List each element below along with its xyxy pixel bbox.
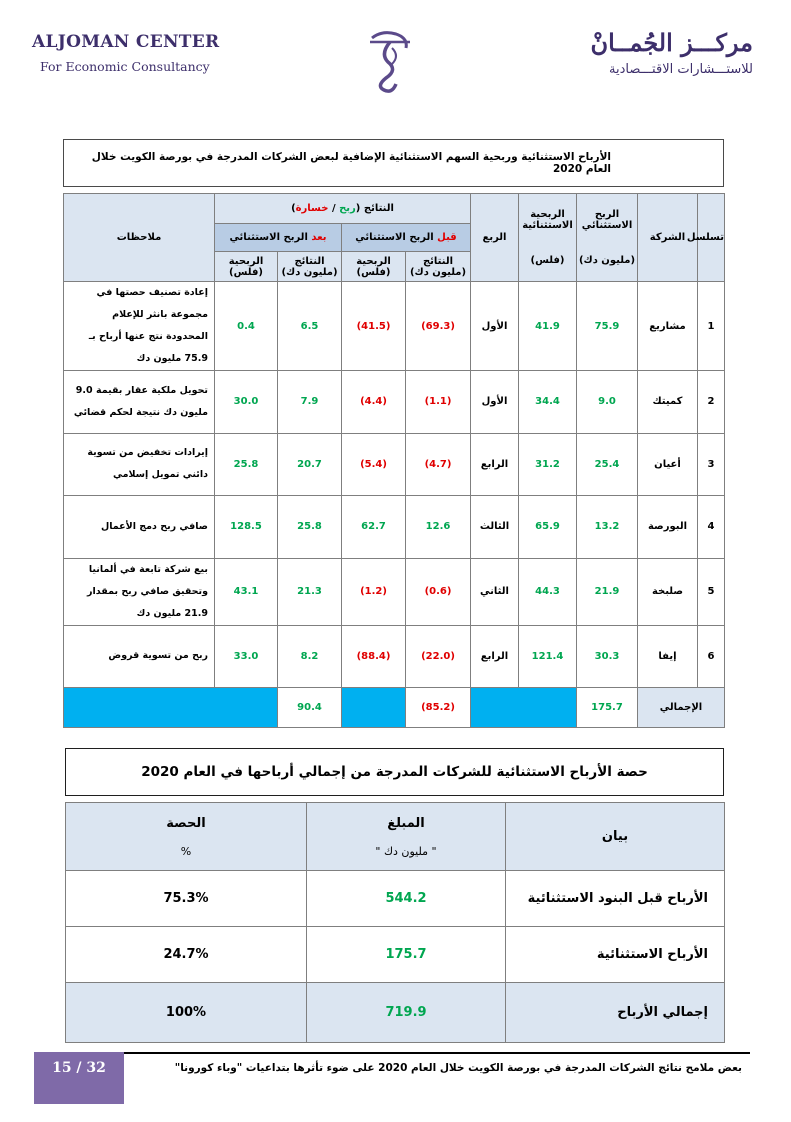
col-before-eps: الربحية (فلس) — [342, 252, 406, 282]
before-prefix: قبل — [437, 232, 457, 243]
table1-title: الأرباح الاستثنائية وربحية السهم الاستثنائية الإضافية لبعض الشركات المدرجة في بورصة الكويت خلال العام 2020 — [91, 151, 611, 175]
cell-after-eps: 33.0 — [215, 625, 278, 688]
cell-note: تحويل ملكية عقار بقيمة 9.0 مليون دك نتيجة لحكم قضائي — [64, 371, 215, 434]
profit-share-table — [65, 802, 725, 1043]
cell-note: صافي ربح دمج الأعمال — [64, 496, 215, 559]
cell-before-eps: (4.4) — [342, 371, 406, 434]
col-share — [66, 803, 307, 871]
company-name-ar: مركـــز الجُمــانْ — [590, 28, 753, 57]
cell-after-results: 7.9 — [278, 371, 342, 434]
col-amount-label: المبلغ — [387, 815, 425, 831]
footer-divider — [34, 1052, 750, 1054]
cell-eps: 65.9 — [519, 496, 577, 559]
cell-eps: 34.4 — [519, 371, 577, 434]
table2-title-box — [65, 748, 724, 796]
col-share-unit: % — [180, 844, 192, 858]
cell-after-results: 21.3 — [278, 558, 342, 625]
cell-after-eps: 43.1 — [215, 558, 278, 625]
table-row — [64, 282, 725, 371]
col-eps — [519, 194, 577, 282]
table2-title: حصة الأرباح الاستثنائية للشركات المدرجة من إجمالي أرباحها في العام 2020 — [141, 764, 648, 780]
cell-amount: 544.2 — [307, 871, 506, 927]
cell-amount: 175.7 — [307, 927, 506, 983]
cell-no: 3 — [698, 433, 725, 496]
total-before-results: (85.2) — [406, 688, 471, 728]
cell-profit: 25.4 — [577, 433, 638, 496]
cell-after-eps: 128.5 — [215, 496, 278, 559]
cell-profit: 30.3 — [577, 625, 638, 688]
col-after-group — [215, 224, 342, 252]
cell-eps: 31.2 — [519, 433, 577, 496]
cell-item: الأرباح الاستثنائية — [506, 927, 725, 983]
cell-note: إيرادات تخفيض من تسوية دائني تمويل إسلامي — [64, 433, 215, 496]
cell-quarter: الأول — [471, 282, 519, 371]
cell-company: مشاريع — [638, 282, 698, 371]
header-english — [32, 32, 232, 74]
company-subtitle-en: For Economic Consultancy — [40, 59, 210, 74]
company-subtitle-ar: للاستـــشارات الاقتـــصادية — [609, 62, 753, 77]
cell-note: إعادة تصنيف حصتها في مجموعة بانثر للإعلام المحدودة نتج عنها أرباح بـ 75.9 مليون دك — [64, 282, 215, 371]
col-profit — [577, 194, 638, 282]
after-rest: الربح الاستثنائي — [229, 232, 308, 243]
cell-quarter: الرابع — [471, 625, 519, 688]
col-share-label: الحصة — [166, 815, 206, 831]
col-profit-unit: (مليون دك) — [578, 255, 636, 266]
results-sep: / — [331, 203, 336, 214]
before-rest: الربح الاستثنائي — [355, 232, 434, 243]
col-after-results: النتائج (مليون دك) — [278, 252, 342, 282]
col-item: بيان — [506, 803, 725, 871]
cell-after-results: 25.8 — [278, 496, 342, 559]
col-eps-unit: (فلس) — [530, 255, 565, 266]
cell-profit: 75.9 — [577, 282, 638, 371]
cell-after-results: 20.7 — [278, 433, 342, 496]
cell-profit: 13.2 — [577, 496, 638, 559]
cell-company: البورصة — [638, 496, 698, 559]
cell-quarter: الرابع — [471, 433, 519, 496]
col-amount-unit: " مليون دك " — [375, 844, 437, 858]
cell-note: بيع شركة تابعة في ألمانيا وتحقيق صافي ربح بمقدار 21.9 مليون دك — [64, 558, 215, 625]
total-blank-3 — [64, 688, 278, 728]
table-row — [64, 625, 725, 688]
cell-share: 24.7% — [66, 927, 307, 983]
col-quarter: الربع — [471, 194, 519, 282]
col-notes: ملاحظات — [64, 194, 215, 282]
cell-amount: 719.9 — [307, 983, 506, 1043]
cell-before-eps: (88.4) — [342, 625, 406, 688]
total-label: الإجمالي — [638, 688, 725, 728]
company-logo — [362, 28, 418, 94]
cell-before-results: (4.7) — [406, 433, 471, 496]
col-company: الشركة — [638, 194, 698, 282]
table-row — [64, 496, 725, 559]
table-row — [64, 371, 725, 434]
table-row — [66, 927, 725, 983]
page-number: 15 / 32 — [34, 1052, 124, 1104]
cell-after-eps: 0.4 — [215, 282, 278, 371]
cell-quarter: الأول — [471, 371, 519, 434]
cell-no: 4 — [698, 496, 725, 559]
cell-quarter: الثالث — [471, 496, 519, 559]
cell-item: الأرباح قبل البنود الاستثنائية — [506, 871, 725, 927]
cell-eps: 41.9 — [519, 282, 577, 371]
cell-eps: 44.3 — [519, 558, 577, 625]
col-amount — [307, 803, 506, 871]
total-after-results: 90.4 — [278, 688, 342, 728]
col-serial: تسلسل — [698, 194, 725, 282]
cell-company: إيفا — [638, 625, 698, 688]
cell-after-results: 6.5 — [278, 282, 342, 371]
cell-item: إجمالي الأرباح — [506, 983, 725, 1043]
cell-before-results: (0.6) — [406, 558, 471, 625]
col-before-results: النتائج (مليون دك) — [406, 252, 471, 282]
cell-before-eps: (1.2) — [342, 558, 406, 625]
cell-company: صلبخة — [638, 558, 698, 625]
table-total-row — [64, 688, 725, 728]
footer-text: بعض ملامح نتائج الشركات المدرجة في بورصة الكويت خلال العام 2020 على ضوء تأثرها بتداعيات "وباء كورونا" — [174, 1062, 742, 1074]
total-blank-1 — [471, 688, 577, 728]
col-results-group: النتائج (ربح / خسارة) — [215, 194, 471, 224]
col-profit-label: الربح الاستثنائي — [581, 209, 633, 231]
cell-no: 6 — [698, 625, 725, 688]
cell-note: ربح من تسوية قروض — [64, 625, 215, 688]
cell-company: أعيان — [638, 433, 698, 496]
cell-before-eps: (5.4) — [342, 433, 406, 496]
cell-before-results: (1.1) — [406, 371, 471, 434]
col-after-eps: الربحية (فلس) — [215, 252, 278, 282]
cell-after-eps: 30.0 — [215, 371, 278, 434]
table1-title-box — [63, 139, 724, 187]
results-label: النتائج — [363, 203, 394, 214]
cell-no: 5 — [698, 558, 725, 625]
after-prefix: بعد — [311, 232, 327, 243]
cell-after-eps: 25.8 — [215, 433, 278, 496]
cell-before-results: 12.6 — [406, 496, 471, 559]
cell-quarter: الثاني — [471, 558, 519, 625]
results-loss-word: خسارة — [295, 203, 329, 214]
cell-before-results: (22.0) — [406, 625, 471, 688]
cell-before-eps: 62.7 — [342, 496, 406, 559]
col-eps-label: الربحية الاستثنائية — [522, 209, 573, 231]
cell-after-results: 8.2 — [278, 625, 342, 688]
cell-no: 1 — [698, 282, 725, 371]
total-blank-2 — [342, 688, 406, 728]
cell-profit: 9.0 — [577, 371, 638, 434]
table-total-row — [66, 983, 725, 1043]
col-before-group — [342, 224, 471, 252]
header-arabic — [553, 28, 753, 77]
cell-share: 100% — [66, 983, 307, 1043]
extraordinary-profits-table — [63, 193, 725, 728]
cell-profit: 21.9 — [577, 558, 638, 625]
cell-share: 75.3% — [66, 871, 307, 927]
cell-before-eps: (41.5) — [342, 282, 406, 371]
cell-eps: 121.4 — [519, 625, 577, 688]
cell-company: كميتك — [638, 371, 698, 434]
table-row — [64, 558, 725, 625]
cell-before-results: (69.3) — [406, 282, 471, 371]
results-profit-word: ربح — [339, 203, 356, 214]
total-profit: 175.7 — [577, 688, 638, 728]
company-name-en: ALJOMAN CENTER — [32, 32, 220, 52]
cell-no: 2 — [698, 371, 725, 434]
table-row — [64, 433, 725, 496]
table-row — [66, 871, 725, 927]
